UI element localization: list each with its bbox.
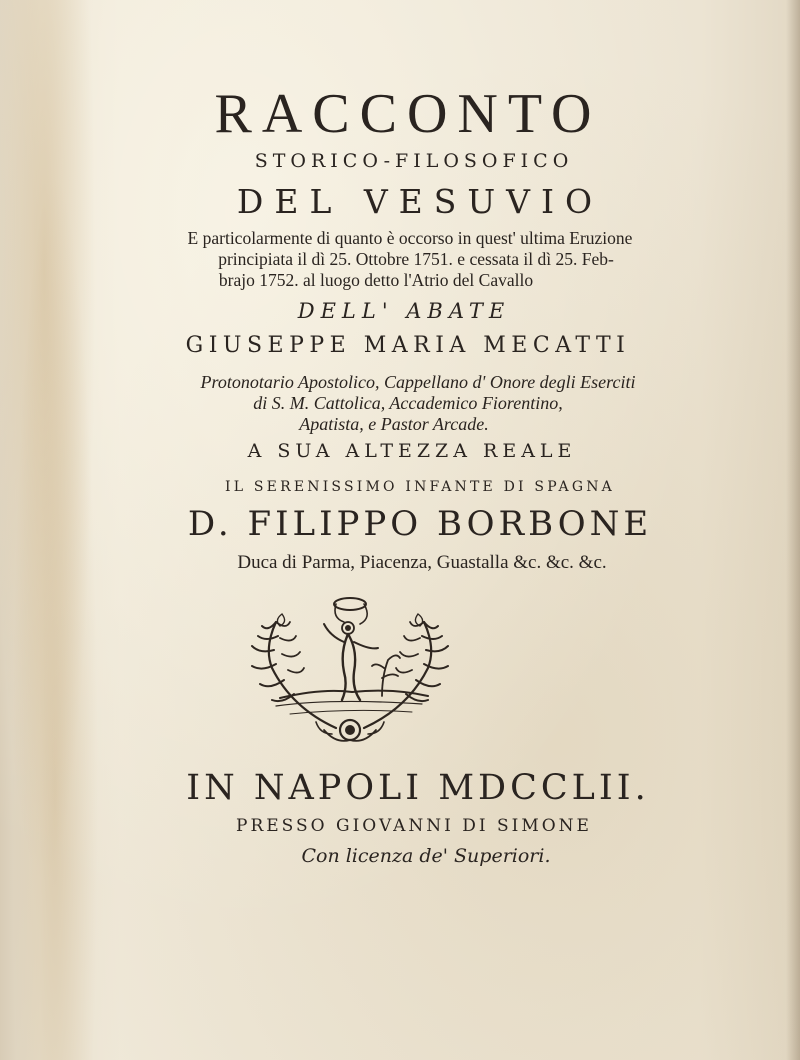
imprint-place-date: IN NAPOLI MDCCLII. <box>186 768 650 808</box>
author-title-line-1: Protonotario Apostolico, Cappellano d' Onore degli Eserciti <box>200 372 636 392</box>
imprint-printer: PRESSO GIOVANNI DI SIMONE <box>236 816 592 836</box>
book-subtitle: STORICO-FILOSOFICO <box>254 150 574 172</box>
dedicatee-titles: Duca di Parma, Piacenza, Guastalla &c. &c. &c. <box>237 552 607 573</box>
description-line-2: principiata il dì 25. Ottobre 1751. e cessata il dì 25. Feb- <box>218 249 614 269</box>
author-prefix: DELL' ABATE <box>297 299 511 323</box>
imprint-license: Con licenza de' Superiori. <box>301 845 551 867</box>
dedicatee-name: D. FILIPPO BORBONE <box>187 504 653 544</box>
book-title: RACCONTO <box>214 83 602 145</box>
book-title-line2: DEL VESUVIO <box>236 182 604 221</box>
author-name: GIUSEPPE MARIA MECATTI <box>185 333 631 358</box>
author-title-line-3: Apatista, e Pastor Arcade. <box>299 414 489 434</box>
description-line-1: E particolarmente di quanto è occorso in quest' ultima Eruzione <box>187 228 633 248</box>
description-line-3: brajo 1752. al luogo detto l'Atrio del Cavallo <box>218 270 534 290</box>
printer-device-engraving-icon <box>232 588 468 756</box>
dedication-line-1: A SUA ALTEZZA REALE <box>247 440 577 462</box>
dedication-line-2: IL SERENISSIMO INFANTE DI SPAGNA <box>225 479 615 495</box>
author-title-line-2: di S. M. Cattolica, Accademico Fiorentino, <box>253 393 563 413</box>
